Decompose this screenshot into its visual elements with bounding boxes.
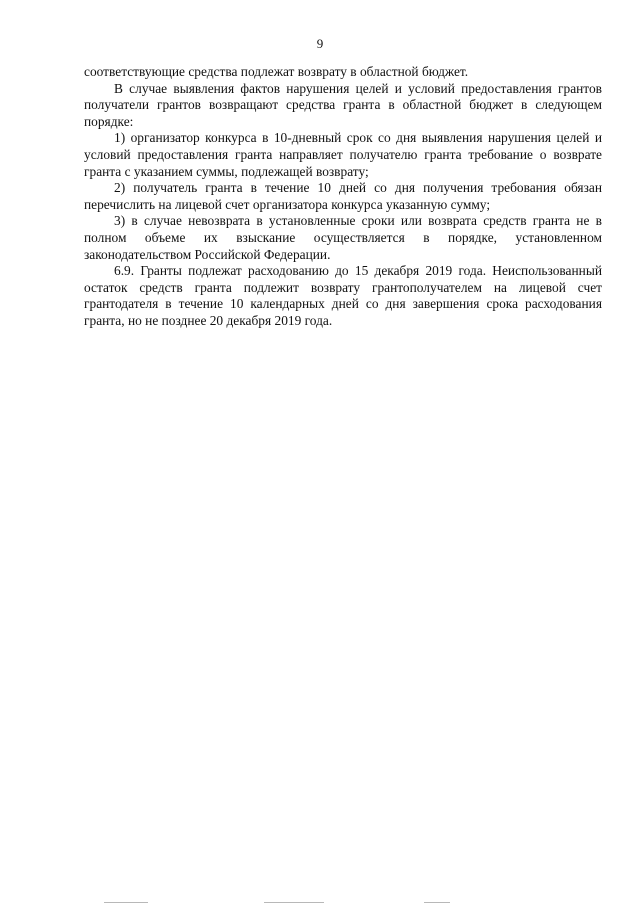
scan-artifact-center — [264, 902, 324, 903]
document-body — [84, 64, 602, 330]
scan-artifact-left — [104, 902, 148, 903]
list-item-1: 1) организатор конкурса в 10-дневный срок со дня выявления нарушения целей и условий предоставления гранта направляет получателю гранта требование о возврате гранта с указанием суммы, подлежащей возврату; — [84, 130, 602, 179]
paragraph-continuation: соответствующие средства подлежат возврату в областной бюджет. — [84, 64, 469, 79]
list-item-3: 3) в случае невозврата в установленные сроки или возврата средств гранта не в полном объеме их взыскание осуществляется в порядке, установленном законодательством Российской Федерации. — [84, 213, 602, 262]
scan-artifact-right — [424, 902, 450, 903]
list-item-2: 2) получатель гранта в течение 10 дней со дня получения требования обязан перечислить на лицевой счет организатора конкурса указанную сумму; — [84, 180, 602, 212]
page-number: 9 — [316, 36, 324, 51]
paragraph-refund-procedure: В случае выявления фактов нарушения целей и условий предоставления грантов получатели грантов возвращают средства гранта в областной бюджет в следующем порядке: — [84, 80, 602, 129]
paragraph-6-9: 6.9. Гранты подлежат расходованию до 15 декабря 2019 года. Неиспользованный остаток средств гранта подлежит возврату грантополучателем на лицевой счет грантодателя в течение 10 календарных дней со дня завершения срока расходования гранта, но не позднее 20 декабря 2019 года. — [84, 263, 602, 328]
